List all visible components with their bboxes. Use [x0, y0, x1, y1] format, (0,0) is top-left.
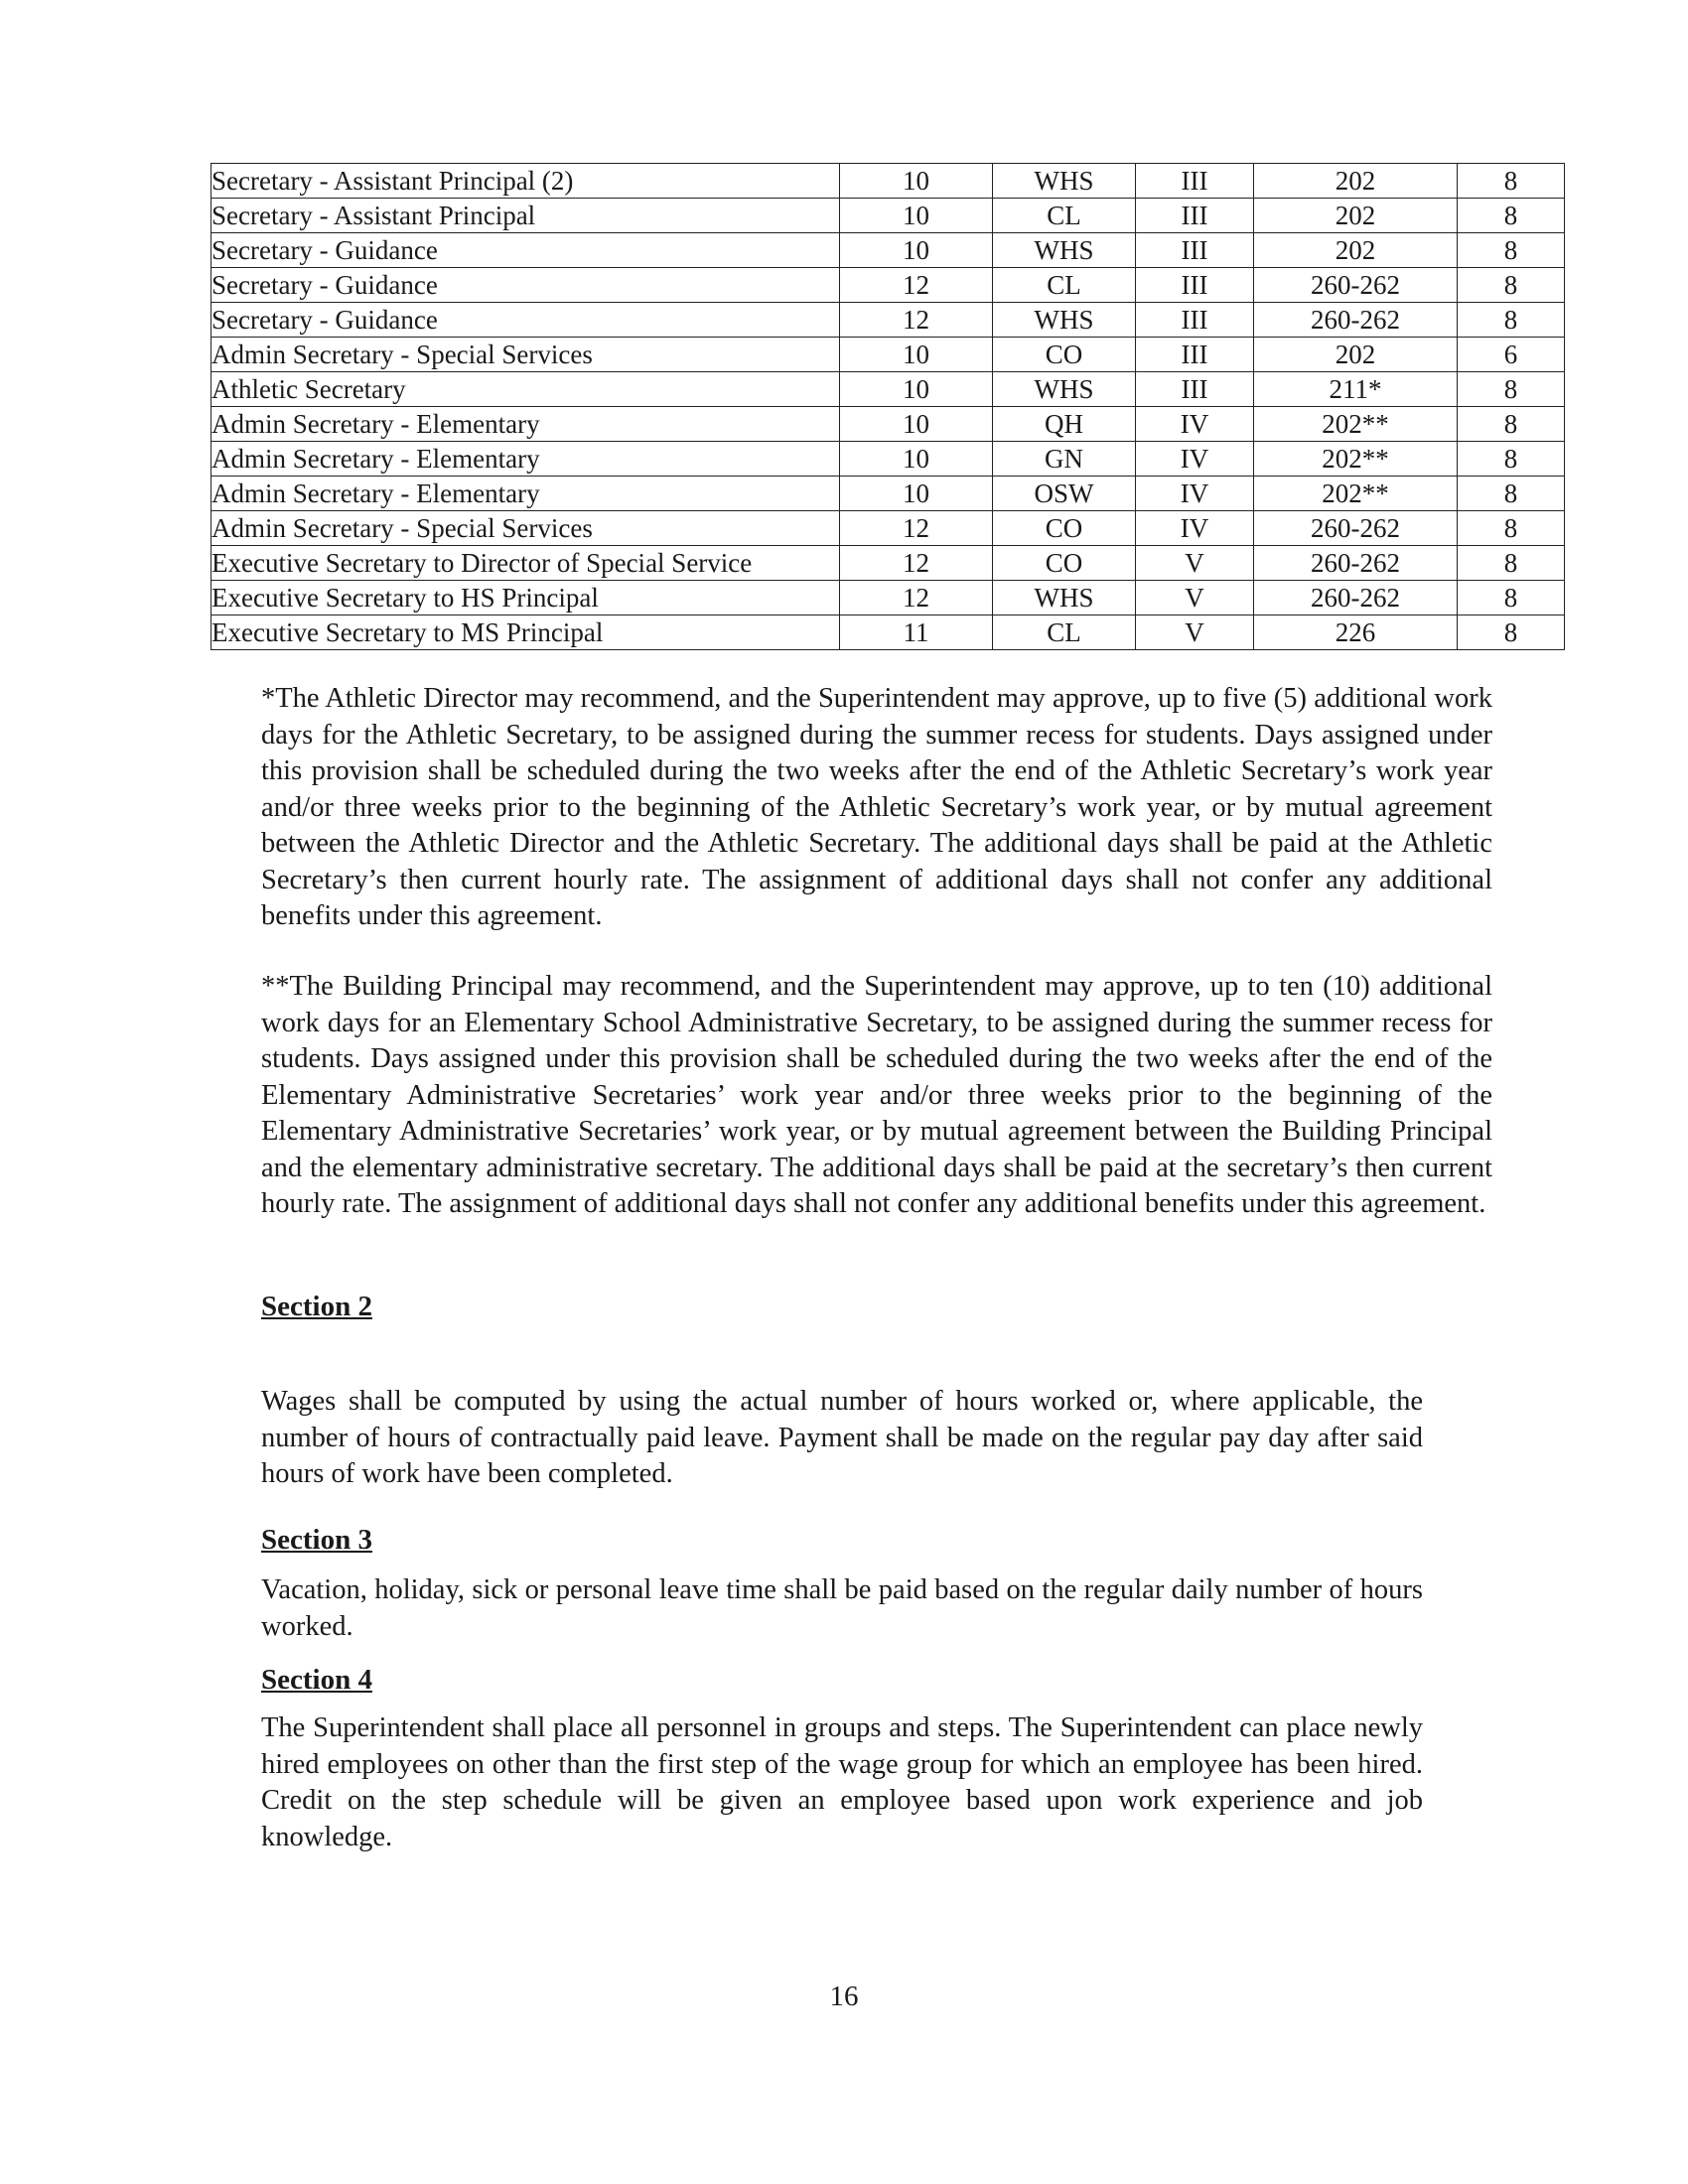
location-code: CL [993, 268, 1136, 303]
daily-hours: 8 [1458, 511, 1565, 546]
work-days: 202 [1254, 199, 1458, 233]
work-days: 202** [1254, 442, 1458, 477]
wage-group: V [1136, 615, 1254, 650]
location-code: OSW [993, 477, 1136, 511]
athletic-secretary-footnote: *The Athletic Director may recommend, and the Superintendent may approve, up to five (5) additional work days for the Athletic Secretary, to be assigned during the summer recess for students. Days assigned under this provision shall be scheduled during the two weeks after the end of the Athletic Secretary’s work year and/or three weeks prior to the beginning of the Athletic Secretary’s work year, or by mutual agreement between the Athletic Director and the Athletic Secretary. The additional days shall be paid at the Athletic Secretary’s then current hourly rate. The assignment of additional days shall not confer any additional benefits under this agreement. [261, 683, 1492, 931]
table-row [211, 442, 1565, 477]
wage-group: V [1136, 581, 1254, 615]
section-2-text: Wages shall be computed by using the actual number of hours worked or, where applicable, the number of hours of contractually paid leave. Payment shall be made on the regular pay day after said hours of work have been completed. [261, 1386, 1423, 1489]
months-value: 10 [840, 372, 993, 407]
months-value: 10 [840, 338, 993, 372]
daily-hours: 8 [1458, 407, 1565, 442]
wage-group: III [1136, 199, 1254, 233]
daily-hours: 8 [1458, 442, 1565, 477]
daily-hours: 8 [1458, 164, 1565, 199]
positions-table-body [211, 164, 1565, 650]
location-code: CL [993, 199, 1136, 233]
section-3-heading: Section 3 [261, 1524, 372, 1556]
months-value: 12 [840, 581, 993, 615]
table-row [211, 615, 1565, 650]
wage-group: IV [1136, 511, 1254, 546]
work-days: 260-262 [1254, 511, 1458, 546]
work-days: 260-262 [1254, 546, 1458, 581]
position-title: Admin Secretary - Elementary [211, 407, 840, 442]
wage-group: IV [1136, 407, 1254, 442]
position-title: Admin Secretary - Special Services [211, 511, 840, 546]
section-4-heading: Section 4 [261, 1664, 372, 1696]
location-code: WHS [993, 581, 1136, 615]
work-days: 202** [1254, 407, 1458, 442]
table-row [211, 199, 1565, 233]
work-days: 226 [1254, 615, 1458, 650]
months-value: 12 [840, 303, 993, 338]
location-code: WHS [993, 233, 1136, 268]
position-title: Secretary - Guidance [211, 303, 840, 338]
wage-group: III [1136, 338, 1254, 372]
location-code: GN [993, 442, 1136, 477]
location-code: CO [993, 511, 1136, 546]
daily-hours: 8 [1458, 199, 1565, 233]
table-row [211, 407, 1565, 442]
months-value: 10 [840, 407, 993, 442]
positions-table [211, 163, 1565, 650]
work-days: 202 [1254, 233, 1458, 268]
table-row [211, 372, 1565, 407]
wage-group: III [1136, 268, 1254, 303]
position-title: Executive Secretary to MS Principal [211, 615, 840, 650]
position-title: Secretary - Guidance [211, 233, 840, 268]
work-days: 202 [1254, 164, 1458, 199]
wage-group: V [1136, 546, 1254, 581]
work-days: 260-262 [1254, 268, 1458, 303]
daily-hours: 6 [1458, 338, 1565, 372]
location-code: CO [993, 546, 1136, 581]
daily-hours: 8 [1458, 233, 1565, 268]
position-title: Secretary - Assistant Principal [211, 199, 840, 233]
location-code: QH [993, 407, 1136, 442]
wage-group: IV [1136, 442, 1254, 477]
months-value: 11 [840, 615, 993, 650]
work-days: 202** [1254, 477, 1458, 511]
position-title: Admin Secretary - Special Services [211, 338, 840, 372]
table-row [211, 581, 1565, 615]
daily-hours: 8 [1458, 477, 1565, 511]
months-value: 10 [840, 477, 993, 511]
location-code: CL [993, 615, 1136, 650]
table-row [211, 477, 1565, 511]
location-code: WHS [993, 372, 1136, 407]
daily-hours: 8 [1458, 615, 1565, 650]
daily-hours: 8 [1458, 303, 1565, 338]
table-row [211, 511, 1565, 546]
position-title: Executive Secretary to HS Principal [211, 581, 840, 615]
months-value: 12 [840, 511, 993, 546]
work-days: 211* [1254, 372, 1458, 407]
months-value: 10 [840, 442, 993, 477]
daily-hours: 8 [1458, 546, 1565, 581]
elementary-secretary-footnote: **The Building Principal may recommend, and the Superintendent may approve, up to ten (10) additional work days for an Elementary School Administrative Secretary, to be assigned during the summer recess for students. Days assigned under this provision shall be scheduled during the two weeks after the end of the Elementary Administrative Secretaries’ work year and/or three weeks prior to the beginning of the Elementary Administrative Secretaries’ work year, or by mutual agreement between the Building Principal and the elementary administrative secretary. The additional days shall be paid at the secretary’s then current hourly rate. The assignment of additional days shall not confer any additional benefits under this agreement. [261, 971, 1492, 1219]
months-value: 12 [840, 268, 993, 303]
wage-group: III [1136, 233, 1254, 268]
months-value: 10 [840, 164, 993, 199]
position-title: Admin Secretary - Elementary [211, 442, 840, 477]
table-row [211, 164, 1565, 199]
table-row [211, 303, 1565, 338]
wage-group: IV [1136, 477, 1254, 511]
wage-group: III [1136, 372, 1254, 407]
position-title: Athletic Secretary [211, 372, 840, 407]
section-3-text: Vacation, holiday, sick or personal leave time shall be paid based on the regular daily number of hours worked. [261, 1574, 1423, 1642]
months-value: 10 [840, 233, 993, 268]
table-row [211, 546, 1565, 581]
location-code: WHS [993, 303, 1136, 338]
months-value: 10 [840, 199, 993, 233]
position-title: Secretary - Assistant Principal (2) [211, 164, 840, 199]
wage-group: III [1136, 164, 1254, 199]
position-title: Secretary - Guidance [211, 268, 840, 303]
work-days: 260-262 [1254, 581, 1458, 615]
section-4-text: The Superintendent shall place all personnel in groups and steps. The Superintendent can place newly hired employees on other than the first step of the wage group for which an employee has been hired. Credit on the step schedule will be given an employee based upon work experience and job knowledge. [261, 1712, 1423, 1852]
daily-hours: 8 [1458, 268, 1565, 303]
wage-group: III [1136, 303, 1254, 338]
work-days: 202 [1254, 338, 1458, 372]
table-row [211, 233, 1565, 268]
page-number: 16 [829, 1980, 859, 2012]
position-title: Executive Secretary to Director of Special Service [211, 546, 840, 581]
table-row [211, 268, 1565, 303]
position-title: Admin Secretary - Elementary [211, 477, 840, 511]
daily-hours: 8 [1458, 372, 1565, 407]
months-value: 12 [840, 546, 993, 581]
daily-hours: 8 [1458, 581, 1565, 615]
table-row [211, 338, 1565, 372]
location-code: CO [993, 338, 1136, 372]
work-days: 260-262 [1254, 303, 1458, 338]
location-code: WHS [993, 164, 1136, 199]
section-2-heading: Section 2 [261, 1291, 372, 1322]
